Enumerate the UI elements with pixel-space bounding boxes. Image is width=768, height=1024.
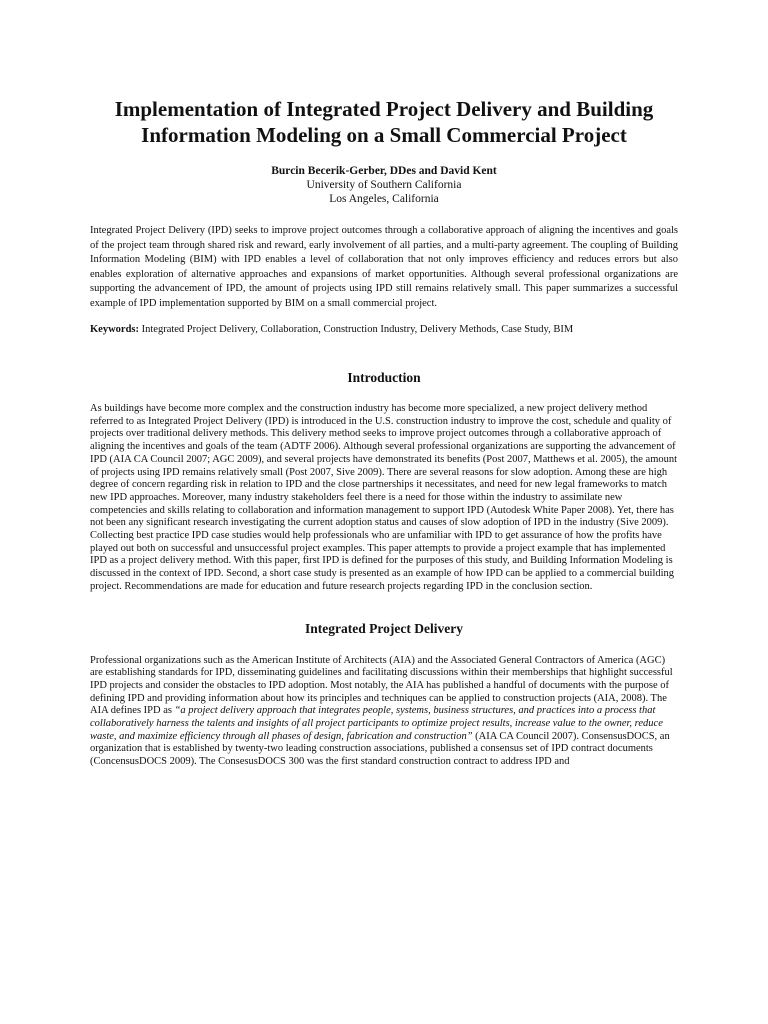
ipd-paragraph (90, 655, 678, 769)
paper-title: Implementation of Integrated Project Delivery and Building Information Modeling on a Small Commercial Project (114, 97, 654, 147)
author-names: Burcin Becerik-Gerber, DDes and David Kent (271, 165, 497, 177)
ipd-text-after-quote: (AIA CA Council 2007). ConsensusDOCS, an organization that is established by twenty-two leading construction associations, published a consensus set of IPD contract documents (ConcensusDOCS 2009). The ConsesusDOCS 300 was the first standard construction contract to address IPD and (90, 730, 670, 768)
author-block (90, 164, 678, 206)
ipd-text-before-quote: Professional organizations such as the American Institute of Architects (AIA) and the Associated General Contractors of America (AGC) are establishing standards for IPD, disseminating guidelines and facilitating discussions within their memberships that highlight successful IPD projects and consider the obstacles to IPD adoption. Most notably, the AIA has published a handful of documents with the purpose of defining IPD and providing information about how its principles and techniques can be applied to construction projects (AIA, 2008). The AIA defines IPD as (90, 654, 673, 717)
section-heading-introduction: Introduction (347, 370, 421, 385)
ipd-definition-quote: “a project delivery approach that integrates people, systems, business structures, and practices into a process that collaboratively harness the talents and insights of all project participants to optimize project results, increase value to the owner, reduce waste, and maximize efficiency through all phases of design, fabrication and construction” (90, 705, 663, 742)
keywords-label: Keywords: (90, 324, 139, 335)
introduction-paragraph: As buildings have become more complex and the construction industry has become more specialized, a new project delivery method referred to as Integrated Project Delivery (IPD) is introduced in the U.S. construction industry to improve the cost, schedule and quality of projects over traditional delivery methods. This delivery method seeks to improve project outcomes through a collaborative approach of aligning the incentives and goals of the team (ADTF 2006). Although several professional organizations are supporting the advancement of IPD (AIA CA Council 2007; AGC 2009), and several projects have demonstrated its benefits (Post 2007, Matthews et al. 2005), the amount of projects using IPD remains relatively small (Post 2007, Sive 2009). There are several reasons for slow adoption. Among these are high degree of concern regarding risk in relation to IPD and the close partnerships it necessitates, and need for new legal frameworks to match new IPD approaches. Moreover, many industry stakeholders feel there is a need for those within the industry to assimilate new competencies and skills relating to collaboration and information management to support IPD (Autodesk White Paper 2008). Yet, there has not been any significant research investigating the current adoption status and causes of slow adoption of IPD in the industry (Sive 2009). Collecting best practice IPD case studies would help professionals who are unfamiliar with IPD to get assurance of how the profits have played out both on successful and unsuccessful project examples. This paper attempts to provide a project example that has implemented IPD as a project delivery method. With this paper, first IPD is defined for the purposes of this study, and Building Information Modeling is discussed in the context of IPD. Second, a short case study is presented as an example of how IPD can be applied to a commercial building project. Recommendations are made for education and future research projects regarding IPD in the conclusion section. (90, 403, 678, 592)
section-heading-ipd: Integrated Project Delivery (305, 620, 463, 636)
keywords-list: Integrated Project Delivery, Collaboration, Construction Industry, Delivery Methods, Case Study, BIM (141, 324, 574, 335)
keywords-line (90, 323, 678, 337)
abstract: Integrated Project Delivery (IPD) seeks to improve project outcomes through a collaborative approach of aligning the incentives and goals of the project team through shared risk and reward, early involvement of all parties, and a multi-party agreement. The coupling of Building Information Modeling (BIM) with IPD enables a level of collaboration that not only improves efficiency and reduces errors but also enables exploration of alternative approaches and expansions of market opportunities. Although several professional organizations are supporting the advancement of IPD, the amount of projects using IPD still remains relatively small. This paper summarizes a successful example of IPD implementation supported by BIM on a small commercial project. (90, 225, 678, 309)
author-affiliation: University of Southern California (306, 179, 462, 191)
author-location: Los Angeles, California (329, 193, 439, 205)
